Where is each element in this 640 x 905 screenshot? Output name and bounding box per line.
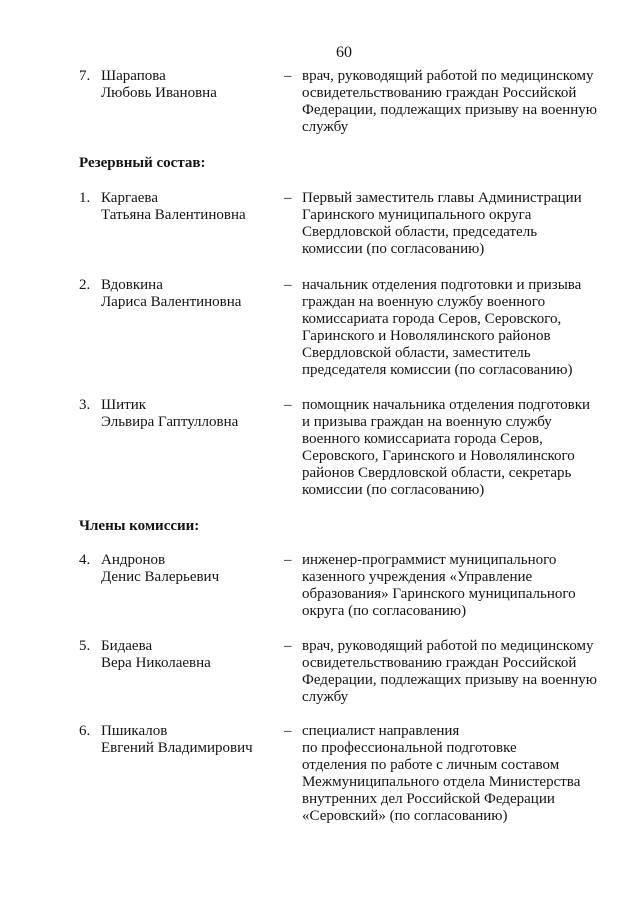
role-line: Свердловской области, заместитель [302, 345, 531, 361]
person-role [302, 68, 612, 136]
given-names: Лариса Валентиновна [101, 294, 242, 310]
role-line: службу [302, 689, 349, 705]
role-line: Свердловской области, председатель [302, 224, 538, 240]
entry-dash: – [284, 552, 292, 568]
role-line: и призыва граждан на военную службу [302, 414, 552, 430]
person-name [101, 638, 281, 672]
role-line: Серовского, Гаринского и Новолялинского [302, 448, 575, 464]
person-role [302, 397, 612, 499]
given-names: Татьяна Валентиновна [101, 207, 246, 223]
role-line: Первый заместитель главы Администрации [302, 190, 582, 206]
entry-number: 7. [79, 68, 91, 84]
role-line: освидетельствованию граждан Российской [302, 85, 577, 101]
role-line: образования» Гаринского муниципального [302, 586, 576, 602]
given-names: Любовь Ивановна [101, 85, 217, 101]
role-line: инженер-программист муниципального [302, 552, 557, 568]
role-line: службу [302, 119, 349, 135]
person-name [101, 277, 281, 311]
surname: Пшикалов [101, 723, 168, 739]
person-name [101, 723, 281, 757]
entry-number: 2. [79, 277, 91, 293]
members-heading: Члены комиссии: [79, 518, 200, 534]
surname: Каргаева [101, 190, 158, 206]
entry-dash: – [284, 723, 292, 739]
entry-dash: – [284, 638, 292, 654]
surname: Шитик [101, 397, 147, 413]
role-line: округа (по согласованию) [302, 603, 467, 619]
role-line: освидетельствованию граждан Российской [302, 655, 577, 671]
entry-dash: – [284, 190, 292, 206]
entry-dash: – [284, 68, 292, 84]
page-number: 60 [336, 44, 352, 61]
role-line: Гаринского и Новолялинского районов [302, 328, 551, 344]
entry-dash: – [284, 277, 292, 293]
role-line: комиссариата города Серов, Серовского, [302, 311, 562, 327]
entry-number: 1. [79, 190, 91, 206]
person-role [302, 552, 612, 620]
role-line: комиссии (по согласованию) [302, 482, 485, 498]
role-line: Гаринского муниципального округа [302, 207, 532, 223]
role-line: врач, руководящий работой по медицинскому [302, 68, 594, 84]
role-line: «Серовский» (по согласованию) [302, 808, 508, 824]
given-names: Эльвира Гаптулловна [101, 414, 239, 430]
role-line: казенного учреждения «Управление [302, 569, 533, 585]
surname: Шарапова [101, 68, 166, 84]
surname: Андронов [101, 552, 166, 568]
given-names: Евгений Владимирович [101, 740, 253, 756]
person-name [101, 397, 281, 431]
surname: Вдовкина [101, 277, 163, 293]
role-line: Межмуниципального отдела Министерства [302, 774, 581, 790]
role-line: районов Свердловской области, секретарь [302, 465, 572, 481]
person-name [101, 552, 281, 586]
entry-number: 4. [79, 552, 91, 568]
role-line: отделения по работе с личным составом [302, 757, 560, 773]
person-role [302, 277, 612, 379]
person-role [302, 190, 612, 258]
person-name [101, 190, 281, 224]
role-line: Федерации, подлежащих призыву на военную [302, 672, 597, 688]
surname: Бидаева [101, 638, 153, 654]
reserve-heading: Резервный состав: [79, 155, 206, 171]
role-line: врач, руководящий работой по медицинскому [302, 638, 594, 654]
entry-number: 5. [79, 638, 91, 654]
role-line: по профессиональной подготовке [302, 740, 517, 756]
role-line: граждан на военную службу военного [302, 294, 546, 310]
given-names: Денис Валерьевич [101, 569, 220, 585]
person-role [302, 723, 612, 825]
role-line: военного комиссариата города Серов, [302, 431, 543, 447]
role-line: Федерации, подлежащих призыву на военную [302, 102, 597, 118]
role-line: начальник отделения подготовки и призыва [302, 277, 582, 293]
role-line: специалист направления [302, 723, 460, 739]
given-names: Вера Николаевна [101, 655, 211, 671]
entry-number: 3. [79, 397, 91, 413]
role-line: внутренних дел Российской Федерации [302, 791, 555, 807]
role-line: комиссии (по согласованию) [302, 241, 485, 257]
role-line: помощник начальника отделения подготовки [302, 397, 591, 413]
person-name [101, 68, 281, 102]
role-line: председателя комиссии (по согласованию) [302, 362, 573, 378]
entry-number: 6. [79, 723, 91, 739]
person-role [302, 638, 612, 706]
entry-dash: – [284, 397, 292, 413]
